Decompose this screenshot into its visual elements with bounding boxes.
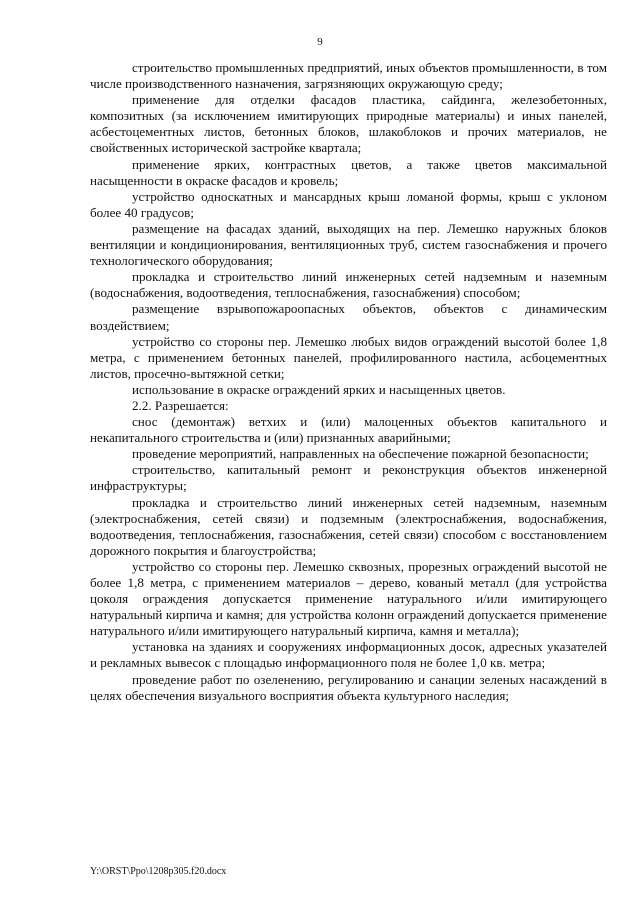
paragraph: прокладка и строительство линий инженерных сетей надземным, наземным (электроснабжения, сетей связи) и подземным (электроснабжения, водоснабжения, водоотведения, теплоснабжения, газоснабжения, сетей связи) способом с восстановлением дорожного покрытия и благоустройства; bbox=[90, 494, 607, 558]
paragraph: прокладка и строительство линий инженерных сетей надземным и наземным (водоснабжения, водоотведения, теплоснабжения, газоснабжения) способом; bbox=[90, 269, 607, 301]
paragraph: установка на зданиях и сооружениях информационных досок, адресных указателей и рекламных вывесок с площадью информационного поля не более 1,0 кв. метра; bbox=[90, 639, 607, 671]
paragraph: устройство со стороны пер. Лемешко любых видов ограждений высотой более 1,8 метра, с применением бетонных панелей, профилированного настила, асбоцементных листов, просечно-вытяжной сетки; bbox=[90, 333, 607, 381]
paragraph: устройство со стороны пер. Лемешко сквозных, прорезных ограждений высотой не более 1,8 метра, с применением материалов – дерево, кованый металл (для устройства цоколя ограждения допускается применение натурального и/или имитирующего натуральный кирпича и камня; для устройства колонн ограждений допускается применение натурального и/или имитирующего натуральный кирпича, камня и металла); bbox=[90, 558, 607, 639]
paragraph: применение ярких, контрастных цветов, а также цветов максимальной насыщенности в окраске фасадов и кровель; bbox=[90, 156, 607, 188]
paragraph: размещение взрывопожароопасных объектов, объектов с динамическим воздействием; bbox=[90, 301, 607, 333]
paragraph: строительство, капитальный ремонт и реконструкция объектов инженерной инфраструктуры; bbox=[90, 462, 607, 494]
section-heading: 2.2. Разрешается: bbox=[132, 397, 229, 413]
paragraph: использование в окраске ограждений ярких и насыщенных цветов. bbox=[132, 381, 506, 397]
paragraph: применение для отделки фасадов пластика, сайдинга, железобетонных, композитных (за исключением имитирующих природные материалы) и иных панелей, асбестоцементных листов, бетонных блоков, шлакоблоков и прочих материалов, не свойственных исторической застройке квартала; bbox=[90, 92, 607, 156]
page-number: 9 bbox=[317, 36, 323, 48]
paragraph: снос (демонтаж) ветхих и (или) малоценных объектов капитального и некапитального строительства и (или) признанных аварийными; bbox=[90, 414, 607, 446]
paragraph: строительство промышленных предприятий, иных объектов промышленности, в том числе производственного назначения, загрязняющих окружающую среду; bbox=[90, 60, 607, 92]
document-body bbox=[90, 60, 607, 704]
paragraph: проведение мероприятий, направленных на обеспечение пожарной безопасности; bbox=[132, 446, 589, 462]
paragraph: проведение работ по озеленению, регулированию и санации зеленых насаждений в целях обеспечения визуального восприятия объекта культурного наследия; bbox=[90, 671, 607, 703]
footer-file-path: Y:\ORST\Ppo\1208p305.f20.docx bbox=[90, 866, 227, 877]
paragraph: размещение на фасадах зданий, выходящих на пер. Лемешко наружных блоков вентиляции и кондиционирования, вентиляционных труб, систем газоснабжения и прочего технологического оборудования; bbox=[90, 220, 607, 269]
paragraph: устройство односкатных и мансардных крыш ломаной формы, крыш с уклоном более 40 градусов; bbox=[90, 188, 607, 220]
